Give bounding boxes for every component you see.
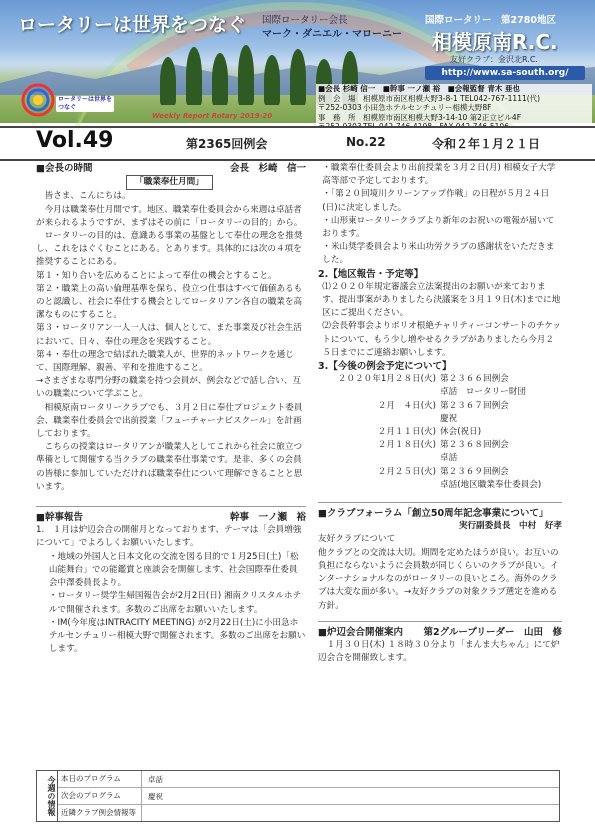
president-section-title: ■会長の時間 (36, 163, 93, 174)
forum-byline: 実行副委員長 中村 好孝 (458, 521, 562, 532)
program-table (36, 770, 560, 822)
president-para: こちらの授業はロータリアンが職業人としてこれから社会に旅立つ準備として開催する当クラブの職業奉仕事業です。是非、多くの会員の皆様に参加していただければ職業奉仕について理解できることと思います。 (36, 442, 303, 492)
secretary-item: ・地域の外国人と日本文化の交流を図る目的で１月25日(土)「松山能舞台」での能鑑賞と座談会を開催します、社会国際奉仕委員会中澤委員長より。 (48, 551, 299, 589)
slogan: ロータリーは世界をつなぐ (18, 14, 247, 36)
fireside-byline: 第2グループリーダー 山田 修 (423, 626, 562, 638)
district: 国際ロータリー 第2780地区 (425, 15, 556, 26)
forum-para: 他クラブとの交流は大切。期間を定めたほうが良い。お互いの負担にならないように会員数が同じくらいのクラブが良い。インターナショナルなのがロータリーの良いところ。海外のクラブは大変な面が多い。→友好クラブの対象クラブ選定を進める方針。 (318, 547, 559, 611)
secretary-item: ・ロータリー奨学生帰国報告会が2月2日(日) 湘南クリスタルホテルで開催されます。多数のご出席をお願いいたします。 (48, 591, 302, 615)
governor-name: マーク・ダニエル・マローニー (262, 29, 402, 40)
schedule-row: ２月１１日(火) 休会(祝日) (377, 427, 482, 438)
office-label: 事 務 所 (318, 112, 356, 122)
forum-title: ■クラブフォーラム「創立50周年記念事業について」 (318, 508, 549, 520)
forum-para: 友好クラブについて (318, 534, 396, 545)
program-row: 近隣クラブ例会情報等 (57, 805, 559, 821)
club-info-box (316, 84, 592, 124)
district-item: ⑴２０２０年規定審議会立法案提出のお願いが来ております、提出事案がありましたら決議案を３月１９日(木)までに地区にご提出ください。 (322, 281, 561, 319)
president-para: 第３・ロータリアン一人一人は、個人として、また事業及び社会生活において、日々、奉仕の理念を実践すること。 (36, 323, 302, 347)
secretary-item: ・IM(今年度はINTRACITY MEETING) が2月22日(土)に小田急ホテルセンチュリー相模大野で開催されます。多数のご出席をお願いします。 (48, 617, 306, 655)
right-column (318, 162, 562, 665)
president-para: →さまざまな専門分野の職業を持つ会員が、例会などで話し合い、互いの職業について学ぶこと。 (36, 376, 302, 400)
president-topic: 「職業奉仕月間」 (126, 175, 213, 190)
president-byline: 会長 杉崎 信一 (229, 163, 306, 174)
officers: ■会長 杉崎 信一 ■幹事 一ノ瀬 裕 ■会報監督 青木 亜也 (318, 84, 520, 93)
schedule-row: 卓話 ロータリー財団 (440, 387, 526, 398)
left-column (36, 162, 306, 656)
club-name: 相模原南R.C. (432, 30, 558, 54)
program-side-label: 今週の情報 (37, 771, 58, 821)
schedule-row: 卓話 (440, 453, 458, 464)
fireside-title: ■炉辺会合開催案内 (318, 626, 403, 638)
president-para: 今月は職業奉仕月間です。地区、職業奉仕委員会から来週は卓話者が来られるようですが、まずはその前に「ロータリーの目的」から。 (36, 204, 303, 228)
report-item: ・職業奉仕委員会より出前授業を３月２日(月) 相模女子大学高等部で予定しております。 (322, 163, 556, 187)
president-para: 相模原南ロータリークラブでも、３月２日に奉仕プロジェクト委員会、職業奉仕委員会で出前授業「フューチャーナビスクール」を計画しております。 (36, 402, 303, 440)
president-para: 皆さま、こんにちは。 (44, 191, 131, 202)
volume-number: Vol.49 (36, 128, 114, 153)
schedule-list (318, 373, 562, 492)
president-para: ロータリーの目的は、意識ある事業の基盤として奉仕の理念を推奨し、これをはぐくむことにある。とあります。具体的には次の４項を推奨することにある。 (36, 231, 303, 268)
schedule-row: ２月２５日(火) 第２３６９回例会 (377, 466, 509, 477)
office: 相模原市南区相模大野3-14-10 第2正立ビル4F (363, 112, 522, 122)
president-para: 第１・知り合いを広めることによって奉仕の機会とすること。 (36, 270, 277, 281)
report-item: ・米山奨学委員会より米山功労クラブの感謝状をいただきました。 (322, 242, 555, 266)
venue-label: 例 会 場 (318, 93, 356, 103)
president-para: 第４・奉仕の理念で結ばれた職業人が、世界的ネットワークを通じて、国際理解、親善、平和を推進すること。 (36, 349, 294, 374)
president-para: 第２・職業上の高い倫理基準を保ち、役立つ仕事はすべて価値あるものと認識し、社会に奉仕する機会としてロータリアン各自の職業を高潔なものにすること。 (36, 283, 303, 321)
program-row: 次会のプログラム 慶祝 (57, 788, 559, 805)
weekly-report-label: Weekly Report Rotary 2019-20 (152, 112, 273, 120)
rotary-logo (18, 82, 118, 122)
governor-role: 国際ロータリー会長 (262, 15, 348, 26)
schedule-row: ２月 ４日(火) 第２３６７回例会 (377, 400, 509, 411)
club-url-link[interactable]: http://www.sa-south.org/ (425, 66, 585, 80)
masthead (0, 0, 595, 123)
issue-date: 令和２年１月２１日 (432, 137, 541, 151)
secretary-byline: 幹事 一ノ瀬 裕 (229, 512, 306, 524)
program-row: 本日のプログラム 卓話 (57, 771, 559, 788)
issue-number: No.22 (346, 135, 386, 149)
schedule-row: 慶祝 (440, 413, 458, 424)
schedule-row: ２０２０年1月２８日(火) 第２３６６回例会 (337, 374, 509, 385)
schedule-row: 卓話(地区職業奉仕委員会) (440, 479, 542, 490)
report-item: ・山形東ロータリークラブより新年のお祝いの電報が届いております。 (322, 215, 555, 240)
logo-text: ロータリーは世界をつなぐ (58, 96, 113, 111)
schedule-title: 3.【今後の例会予定について】 (318, 361, 452, 373)
venue-zip: 〒252-0303 (318, 103, 362, 112)
district-report-title: 2.【地区報告・予定等】 (318, 268, 424, 280)
district-item: ⑵会長幹事会よりポリオ根絶チャリティーコンサートのチケットについて、もう少し増やせるクラブがありましたら今月２５日までにご連絡お願いします。 (322, 321, 561, 358)
schedule-row: ２月１８日(火) 第２３６８回例会 (377, 440, 509, 451)
friend-club: 友好クラブ：金沢北R.C. (450, 55, 538, 64)
secretary-section-title: ■幹事報告 (36, 512, 83, 524)
secretary-item: 1. １月は炉辺会合の開催月となっております、テーマは「会員増強について」でよろしくお願いいたします。 (36, 525, 302, 549)
report-item: ・「第２０回境川クリーンアップ作戦」の日程が５月２４日(日)に決定しました。 (322, 189, 550, 213)
fireside-text: １月３０日(木) １８時３０分より「まんま大ちゃん」にて炉辺会合を開催致します。 (318, 639, 560, 664)
meeting-number: 第2365回例会 (186, 137, 268, 151)
venue: 相模原市南区相模大野3-8-1 TEL042-767-1111(代) (363, 93, 541, 103)
venue-hotel: 小田急ホテルセンチュリー相模大野8F (363, 103, 492, 112)
